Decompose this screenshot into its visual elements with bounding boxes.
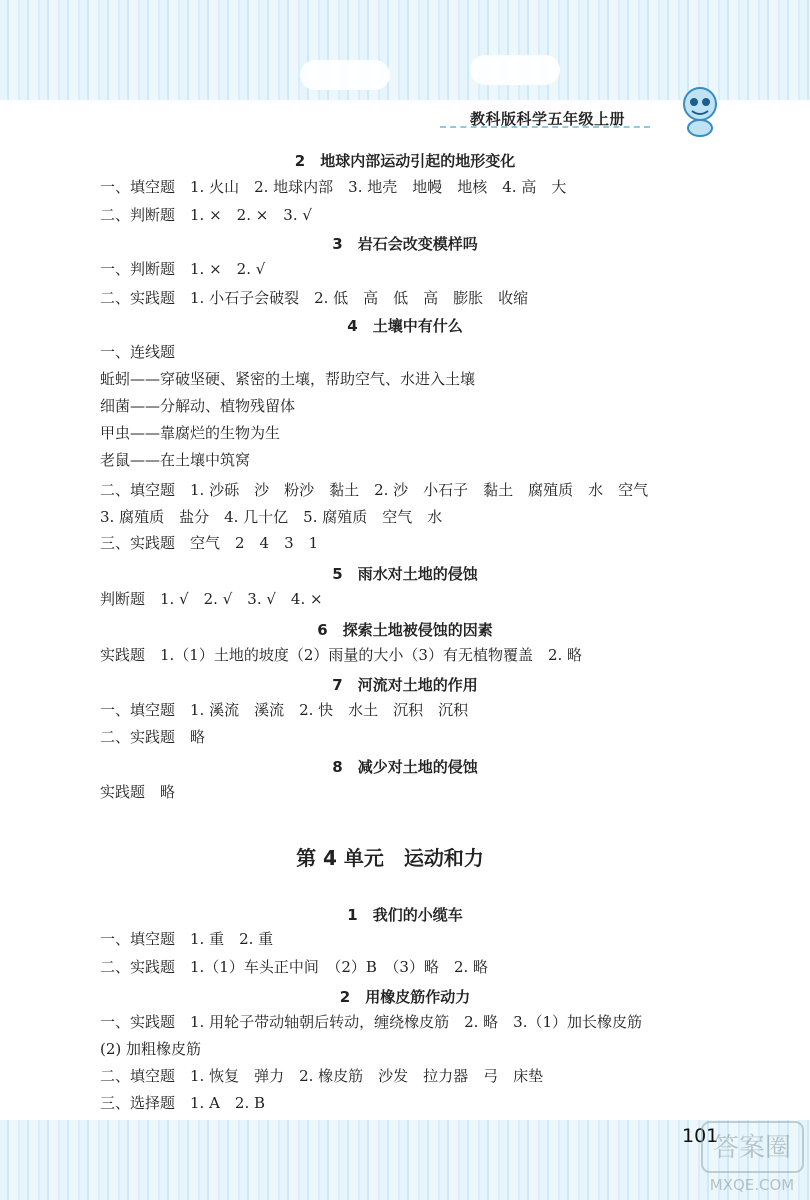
svg-text:答案圈: 答案圈 [712,1133,792,1163]
answer-line: 一、连线题 [100,343,176,361]
page-number: 101 [682,1125,719,1147]
section-heading: 5 雨水对土地的侵蚀 [332,565,478,583]
unit-title: 第 4 单元 运动和力 [296,846,484,870]
answer-line: (2) 加粗橡皮筋 [100,1040,202,1058]
section-heading: 7 河流对土地的作用 [332,676,478,694]
answer-line: 细菌——分解动、植物残留体 [100,397,296,415]
answer-line: 一、判断题 1. × 2. √ [100,260,266,278]
svg-text:MXQE.COM: MXQE.COM [709,1176,795,1194]
answer-line: 二、实践题 1. 小石子会破裂 2. 低 高 低 高 膨胀 收缩 [100,289,529,307]
answer-line: 实践题 1.（1）土地的坡度（2）雨量的大小（3）有无植物覆盖 2. 略 [100,646,583,664]
section-heading: 8 减少对土地的侵蚀 [332,758,478,776]
answer-line: 老鼠——在土壤中筑窝 [100,451,251,469]
header-divider [440,126,650,128]
answer-line: 三、选择题 1. A 2. B [100,1094,266,1112]
answer-line: 一、填空题 1. 溪流 溪流 2. 快 水土 沉积 沉积 [100,701,469,719]
section-heading: 4 土壤中有什么 [347,317,463,335]
answer-line: 二、判断题 1. × 2. × 3. √ [100,206,312,224]
answer-line: 甲虫——靠腐烂的生物为生 [100,424,281,442]
answer-line: 二、填空题 1. 恢复 弹力 2. 橡皮筋 沙发 拉力器 弓 床垫 [100,1067,544,1085]
answer-line: 二、实践题 1.（1）车头正中间 （2）B （3）略 2. 略 [100,958,489,976]
answer-line: 3. 腐殖质 盐分 4. 几十亿 5. 腐殖质 空气 水 [100,508,443,526]
watermark-logo-icon [700,1120,805,1195]
answer-line: 二、填空题 1. 沙砾 沙 粉沙 黏土 2. 沙 小石子 黏土 腐殖质 水 空气 [100,481,649,499]
book-title: 教科版科学五年级上册 [470,110,626,128]
section-heading: 2 用橡皮筋作动力 [339,988,471,1006]
cloud-decoration [470,55,560,85]
section-heading: 3 岩石会改变模样吗 [332,235,478,253]
answer-line: 蚯蚓——穿破坚硬、紧密的土壤，帮助空气、水进入土壤 [100,370,476,388]
cloud-decoration [300,60,390,90]
section-heading: 6 探索土地被侵蚀的因素 [317,621,493,639]
mascot-icon [670,80,730,140]
section-heading: 1 我们的小缆车 [347,906,463,924]
answer-line: 一、填空题 1. 火山 2. 地球内部 3. 地壳 地幔 地核 4. 高 大 [100,178,567,196]
answer-line: 一、实践题 1. 用轮子带动轴朝后转动，缠绕橡皮筋 2. 略 3.（1）加长橡皮筋 [100,1013,643,1031]
answer-line: 判断题 1. √ 2. √ 3. √ 4. × [100,590,323,608]
answer-line: 一、填空题 1. 重 2. 重 [100,930,274,948]
answer-line: 二、实践题 略 [100,728,206,746]
answer-line: 三、实践题 空气 2 4 3 1 [100,534,319,552]
answer-line: 实践题 略 [100,783,176,801]
section-heading: 2 地球内部运动引起的地形变化 [294,152,516,170]
